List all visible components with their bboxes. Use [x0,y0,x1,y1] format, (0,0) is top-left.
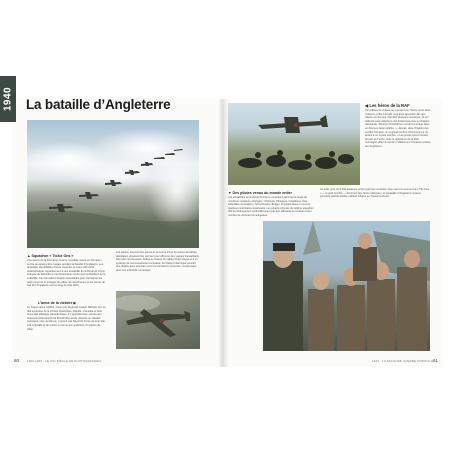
photo-formation-flight [27,120,199,248]
pilots-briefing-illustration [263,221,430,351]
pilots-resting-illustration [228,103,360,185]
year-tab [0,76,16,122]
caption-pilots-text: Les escadrilles de la Royal Air Force comptaient dans leurs rangs de nombreux aviateurs étrangers : Polonais, Tchèques, Canadiens, Néo-Zélandais, Australiens, Sud-Africains, Belges, Français libres ou encore quelques volontaires américains. Les pilotes polonais du célèbre squadron 303 se distinguèrent particulièrement par leur efficacité au combat et leur nombre de victoires homologuées. [228,196,314,217]
box-raf-heading: ◀ Les héros de la RAF [365,103,410,108]
folio-number-right: 61 [433,358,439,363]
caption-squadron-heading: ▲ Squadron « Tickle Ons » [27,254,74,258]
caption-squadron-text: Ces avions de la Deuxième Guerre mondiale volent en formation serrée au-dessus des nuages pendant la bataille d’Angleterre. Les appareils, identifiables à leurs cocardes et à leur silhouette caractéristique, appartiennent à une escadrille de la Royal Air Force chargée de défendre le ciel britannique contre les bombardiers de la Luftwaffe. Ces formations étaient essentielles pour intercepter les raids ennemis et protéger les villes, les aérodromes et les usines du sud de l’Angleterre tout au long de l’été 1940. [27,259,106,288]
photo-spitfire [116,291,200,349]
book-gutter [219,99,228,367]
caption-victory-heading: L’arme de la victoire ▶ [38,301,77,305]
page-title: La bataille d’Angleterre [26,97,171,112]
spitfire-illustration [116,291,200,349]
folio-text-left: 1900-1949 · LE XXe SIÈCLE EN PHOTOGRAPHIES [27,359,102,363]
year-label: 1940 [2,86,14,112]
caption-pilots-heading: ▼ Des pilotes venus du monde entier [228,191,293,195]
left-column-text: Les pilotes, souvent très jeunes et au terme d’une formation accélérée, décollaient plusieurs fois par jour pour affronter des vagues d’assaillants bien plus nombreuses. Grâce au réseau de radars Chain Home et à un système de commandement centralisé, la chasse britannique pouvait être dirigée avec précision vers les formations ennemies, compensant ainsi son infériorité numérique. [116,251,199,272]
box-raf-text: Ces pilotes de chasse se reposent sur l’herbe entre deux missions, prêts à bondir vers leurs appareils dès que l’alerte est donnée. Pendant plusieurs semaines, ils ont défendu sans relâche le ciel britannique face à l’aviation allemande. Winston Churchill leur rendit hommage dans un discours resté célèbre : « Jamais, dans l’histoire des conflits humains, un si grand nombre d’hommes n’a dû autant à un si petit nombre. » Les pertes furent lourdes de part et d’autre, mais la résistance de la RAF contraignit Hitler à reporter indéfiniment l’invasion prévue de l’Angleterre. [365,109,431,148]
photo-pilots-resting [228,103,360,185]
photo-pilots-briefing [263,221,430,351]
caption-victory-text: Le Supermarine Spitfire, conçu par Reginald Joseph Mitchell, fut l’un des symboles de la victoire britannique. Rapide, maniable et doté d’une aile elliptique caractéristique, il s’opposait avec succès aux chasseurs Messerschmitt Bf 109 allemands. Associé au Hawker Hurricane, plus nombreux, il permit à la Royal Air Force de tenir tête à la Luftwaffe et de mettre un terme aux ambitions d’invasion de Hitler. [27,306,106,331]
folio-text-right: 1940 · LA SECONDE GUERRE MONDIALE [372,359,434,363]
right-column-text: Au total, près de 3 000 aviateurs prirent part aux combats. Ceux que l’on surnomma « The Few » — le petit nombre — devinrent des héros nationaux, et la bataille d’Angleterre reste la première grande défaite militaire infligée au Troisième Reich. [320,188,430,199]
formation-illustration [27,120,199,248]
folio-number-left: 60 [14,358,20,363]
